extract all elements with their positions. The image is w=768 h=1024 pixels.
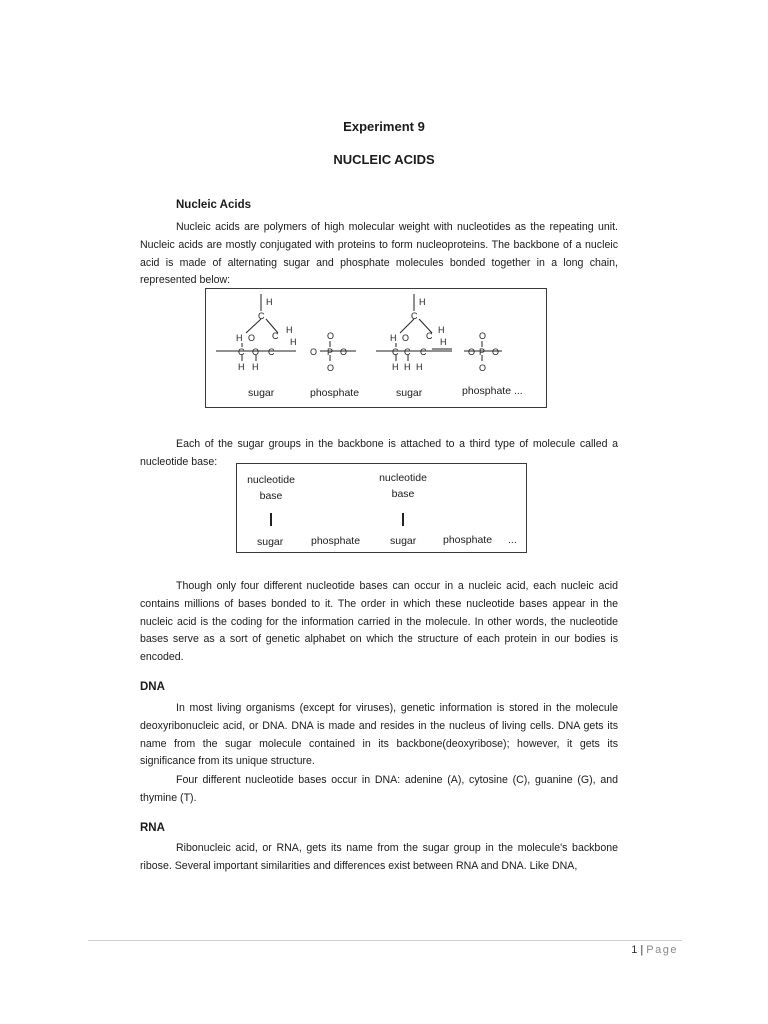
base-label-2: nucleotide base (379, 472, 427, 500)
footer-separator: | (640, 944, 644, 956)
svg-text:O: O (327, 363, 335, 373)
svg-text:O: O (492, 347, 500, 357)
footer-divider (88, 940, 682, 941)
backbone-figure (205, 288, 547, 408)
svg-text:O: O (468, 347, 476, 357)
backbone-label-phosphate-2: phosphate ... (462, 385, 523, 397)
base-row-phosphate-1: phosphate (311, 535, 361, 547)
svg-text:C: C (258, 311, 265, 321)
nucleic-acids-paragraph: Nucleic acids are polymers of high molecular weight with nucleotides as the repeating unit. Nucleic acids are mostly conjugated with proteins to form nucleoproteins. The backbone of a nucleic acid is made of alternating sugar and phosphate molecules bonded together in a long chain, represented below: (140, 221, 618, 287)
rna-heading: RNA (140, 822, 165, 834)
base-label-1: nucleotide base (247, 474, 295, 502)
svg-text:O: O (248, 333, 256, 343)
svg-text:O: O (327, 331, 335, 341)
svg-text:H: H (286, 325, 293, 335)
svg-text:H: H (236, 333, 243, 343)
base-link-line-1 (270, 513, 272, 526)
base-row-phosphate-2: phosphate (443, 534, 493, 546)
backbone-label-sugar-1: sugar (248, 387, 275, 399)
page-word: Page (646, 944, 678, 956)
svg-text:C: C (404, 347, 411, 357)
page-footer (631, 944, 678, 956)
svg-text:C: C (272, 331, 279, 341)
dna-paragraph-2: Four different nucleotide bases occur in DNA: adenine (A), cytosine (C), guanine (G), and thymine (T). (140, 774, 618, 804)
svg-text:O: O (252, 347, 260, 357)
svg-text:O: O (310, 347, 318, 357)
svg-text:H: H (238, 362, 245, 372)
svg-text:C: C (238, 347, 245, 357)
nucleic-acids-heading: Nucleic Acids (176, 199, 251, 211)
svg-text:H: H (390, 333, 397, 343)
svg-text:P: P (479, 347, 486, 357)
svg-text:C: C (392, 347, 399, 357)
four-bases-paragraph: Though only four different nucleotide bases can occur in a nucleic acid, each nucleic acid contains millions of bases bonded to it. The order in which these nucleotide bases appear in the nucleic acid is the coding for the information carried in the molecule. In other words, the nucleotide bases serve as a sort of genetic alphabet on which the structure of each protein in our bodies is encoded. (140, 580, 618, 664)
svg-text:P: P (327, 347, 334, 357)
svg-text:C: C (411, 311, 418, 321)
svg-text:H: H (419, 297, 426, 307)
svg-text:H: H (290, 337, 297, 347)
base-row-sugar-2: sugar (390, 535, 417, 547)
svg-text:H: H (440, 337, 447, 347)
svg-text:H: H (266, 297, 273, 307)
base-row-ellipsis: ... (508, 534, 517, 546)
svg-text:O: O (479, 331, 487, 341)
svg-text:H: H (416, 362, 423, 372)
page-number: 1 (631, 944, 638, 956)
section-title: NUCLEIC ACIDS (333, 152, 435, 167)
svg-text:O: O (402, 333, 410, 343)
base-row-sugar-1: sugar (257, 536, 284, 548)
base-intro-paragraph: Each of the sugar groups in the backbone is attached to a third type of molecule called a nucleotide base: (140, 438, 618, 468)
backbone-label-sugar-2: sugar (396, 387, 423, 399)
dna-paragraph-1: In most living organisms (except for viruses), genetic information is stored in the molecule deoxyribonucleic acid, or DNA. DNA is made and resides in the nucleus of living cells. DNA gets its name from the sugar molecule contained in its backbone(deoxyribose); however, it gets its significance from its unique structure. (140, 702, 618, 768)
dna-heading: DNA (140, 681, 165, 693)
svg-text:C: C (426, 331, 433, 341)
svg-text:H: H (252, 362, 259, 372)
svg-text:C: C (420, 347, 427, 357)
backbone-label-phosphate-1: phosphate (310, 387, 360, 399)
svg-text:O: O (340, 347, 348, 357)
svg-text:O: O (479, 363, 487, 373)
svg-text:C: C (268, 347, 275, 357)
svg-text:H: H (404, 362, 411, 372)
base-link-line-2 (402, 513, 404, 526)
svg-text:H: H (438, 325, 445, 335)
nucleotide-base-figure (236, 463, 527, 553)
svg-text:H: H (392, 362, 399, 372)
rna-paragraph-1: Ribonucleic acid, or RNA, gets its name from the sugar group in the molecule's backbone ribose. Several important similarities and differences exist between RNA and DNA. Like DNA, (140, 842, 618, 872)
experiment-title: Experiment 9 (343, 119, 425, 134)
